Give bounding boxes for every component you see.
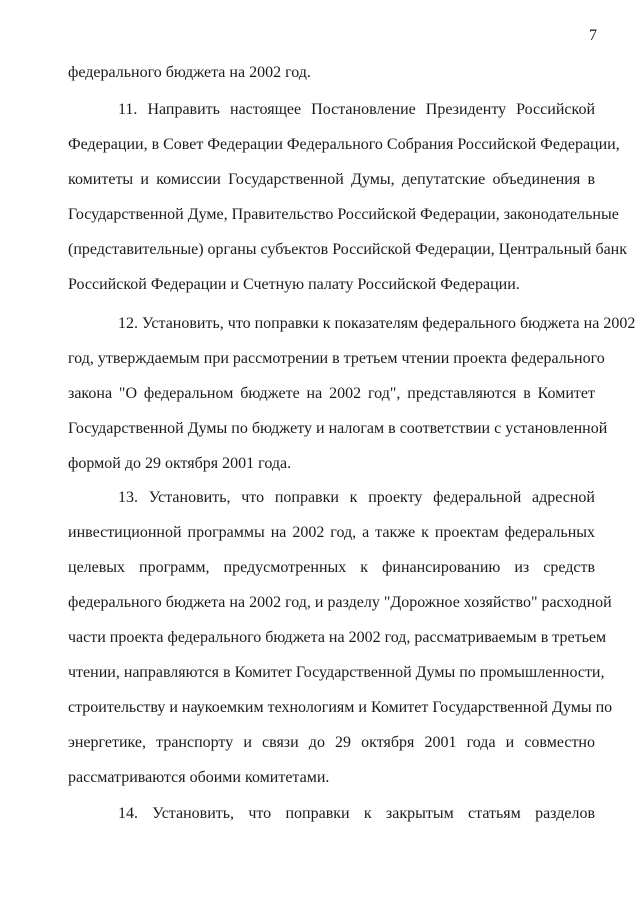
page-number: 7 <box>589 27 597 44</box>
text-line: федерального бюджета на 2002 год. <box>68 64 311 81</box>
text-line: целевых программ, предусмотренных к финансированию из средств <box>68 559 595 576</box>
paragraph-14-first-line: 14. Установить, что поправки к закрытым статьям разделов <box>118 805 595 822</box>
text-line: рассматриваются обоими комитетами. <box>68 769 330 786</box>
text-line: федерального бюджета на 2002 год, и разделу "Дорожное хозяйство" расходной <box>68 594 612 611</box>
text-line: Государственной Думы по бюджету и налогам в соответствии с установленной <box>68 420 608 437</box>
text-line: (представительные) органы субъектов Российской Федерации, Центральный банк <box>68 241 628 258</box>
text-line: Российской Федерации и Счетную палату Российской Федерации. <box>68 276 520 293</box>
text-line: энергетике, транспорту и связи до 29 октября 2001 года и совместно <box>68 734 595 751</box>
paragraph-12-first-line: 12. Установить, что поправки к показателям федерального бюджета на 2002 <box>118 315 636 332</box>
text-line: инвестиционной программы на 2002 год, а также к проектам федеральных <box>68 524 595 541</box>
text-line: комитеты и комиссии Государственной Думы, депутатские объединения в <box>68 171 595 188</box>
text-line: Государственной Думе, Правительство Российской Федерации, законодательные <box>68 206 619 223</box>
text-line: части проекта федерального бюджета на 2002 год, рассматриваемым в третьем <box>68 629 607 646</box>
text-line: год, утверждаемым при рассмотрении в третьем чтении проекта федерального <box>68 350 605 367</box>
paragraph-11-first-line: 11. Направить настоящее Постановление Президенту Российской <box>118 101 595 118</box>
text-line: закона "О федеральном бюджете на 2002 год", представляются в Комитет <box>68 385 595 402</box>
paragraph-13-first-line: 13. Установить, что поправки к проекту федеральной адресной <box>118 489 595 506</box>
text-line: строительству и наукоемким технологиям и Комитет Государственной Думы по <box>68 699 613 716</box>
text-line: формой до 29 октября 2001 года. <box>68 455 292 472</box>
text-line: чтении, направляются в Комитет Государственной Думы по промышленности, <box>68 664 605 681</box>
text-line: Федерации, в Совет Федерации Федерального Собрания Российской Федерации, <box>68 136 620 153</box>
